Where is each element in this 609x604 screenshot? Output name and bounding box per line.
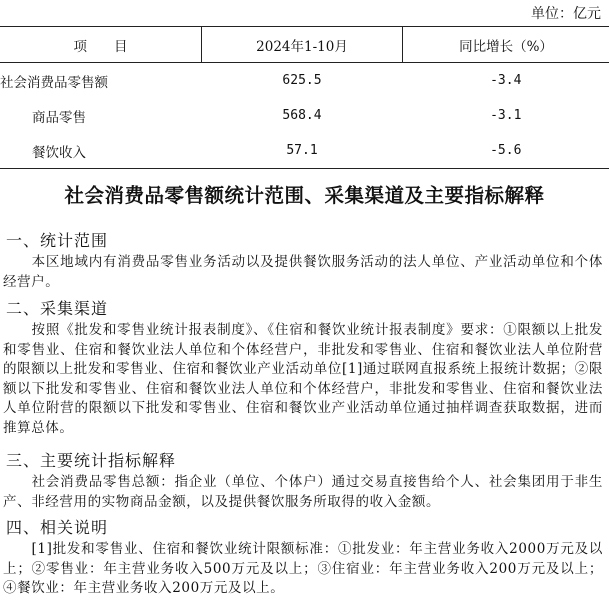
header-item: 项 目 [0, 27, 202, 63]
table-row [0, 63, 609, 99]
row-value: 57.1 [286, 143, 318, 158]
section-text-indicators: 社会消费品零售总额：指企业（单位、个体户）通过交易直接售给个人、社会集团用于非生产、非经营用的实物商品金额，以及提供餐饮服务所取得的收入金额。 [3, 474, 603, 510]
row-growth: -3.4 [490, 73, 522, 88]
retail-sales-table [0, 26, 609, 169]
document-title: 社会消费品零售额统计范围、采集渠道及主要指标解释 [64, 184, 545, 207]
header-period: 2024年1-10月 [202, 27, 403, 63]
section-text-channels: 按照《批发和零售业统计报表制度》、《住宿和餐饮业统计报表制度》要求：①限额以上批发和零售业、住宿和餐饮业法人单位和个体经营户，非批发和零售业、住宿和餐饮业法人单位附营的限额以上批发和零售业、住宿和餐饮业产业活动单位[1]通过联网直报系统上报统计数据；②限额以下批发和零售业、住宿和餐饮业法人单位和个体经营户，非批发和零售业、住宿和餐饮业法人单位附营的限额以下批发和零售业、住宿和餐饮业产业活动单位通过抽样调查获取数据，进而推算总体。 [3, 322, 603, 436]
section-text-notes: [1]批发和零售业、住宿和餐饮业统计限额标准：①批发业：年主营业务收入2000万元及以上；②零售业：年主营业务收入500万元及以上；③住宿业：年主营业务收入200万元及以上；④餐饮业：年主营业务收入200万元及以上。 [3, 541, 603, 596]
row-value: 625.5 [282, 73, 322, 88]
row-growth: -5.6 [490, 143, 522, 158]
section-heading-channels: 二、采集渠道 [6, 299, 109, 318]
table-row [0, 133, 609, 169]
row-growth: -3.1 [490, 108, 522, 123]
section-text-scope: 本区地域内有消费品零售业务活动以及提供餐饮服务活动的法人单位、产业活动单位和个体经营户。 [3, 254, 603, 290]
table-header-row [0, 27, 609, 63]
table-row [0, 98, 609, 133]
section-heading-indicators: 三、主要统计指标解释 [6, 451, 177, 470]
section-heading-scope: 一、统计范围 [6, 231, 109, 250]
row-label: 餐饮收入 [32, 144, 86, 161]
row-value: 568.4 [282, 108, 322, 123]
header-growth: 同比增长（%） [459, 38, 553, 55]
row-label: 社会消费品零售额 [0, 74, 108, 91]
section-heading-notes: 四、相关说明 [6, 518, 109, 537]
unit-label: 单位：亿元 [531, 6, 601, 22]
row-label: 商品零售 [32, 109, 86, 126]
